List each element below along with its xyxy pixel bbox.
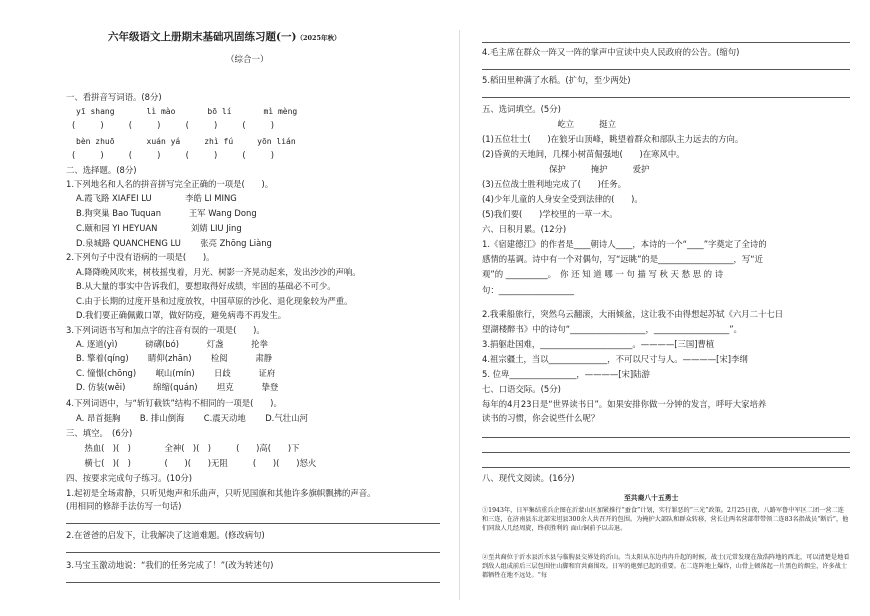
section-heading: 六、日积月累。(12分): [482, 224, 567, 234]
question-text: 1.下列地名和人名的拼音拼写完全正确的一项是( )。: [66, 179, 274, 189]
question-text: 1.起初是全场肃静，只听见炮声和乐曲声，只听见国旗和其他许多旗帜飘拂的声音。: [66, 488, 376, 498]
answer-line: [66, 582, 440, 583]
answer-line: [66, 523, 440, 524]
answer-line: [482, 467, 850, 468]
option-text: B.从大量的事实中告诉我们，要想取得好成绩，牢固的基础必不可少。: [76, 281, 336, 291]
question-text: (4)少年儿童的人身安全受到法律的( )。: [482, 194, 643, 204]
option-text: A. 昂首挺胸 B. 排山倒海 C.震天动地 D.气壮山河: [76, 413, 308, 423]
question-text: (1)五位壮士( )在狼牙山顶峰，眺望着群众和部队主力远去的方向。: [482, 134, 744, 144]
title-note: （2025年秋）: [296, 34, 341, 42]
question-text: (3)五位战士胜利地完成了( )任务。: [482, 179, 627, 189]
pinyin-row: yī shang lì mào bō lí mì mèng: [76, 107, 298, 116]
fill-row: 热血( )( ) 全神( )( ) ( )高( )下: [76, 443, 300, 453]
title-text: 六年级语文上册期末基础巩固练习题(一): [108, 31, 297, 43]
question-text: 1.《宿建德江》的作者是____朝诗人____，本诗的一个“____”字奠定了全诗的: [482, 239, 767, 249]
question-text: 读书的习惯，你会说些什么呢？: [482, 413, 600, 423]
option-text: D.我们要正确佩戴口罩，做好防疫，避免病毒不再发生。: [76, 310, 287, 320]
question-text: 2.我乘船旅行，突然乌云翻滚，大雨倾盆，这让我不由得想起苏轼《六月二十七日: [482, 309, 784, 319]
article-title: 至共裔八十五勇士: [624, 494, 679, 502]
question-text: 3.下列词语书写和加点字的注音有误的一项是( )。: [66, 325, 265, 335]
word-choices: 保护 掩护 爱护: [482, 164, 650, 174]
word-choices: 屹立 挺立: [482, 119, 616, 129]
option-text: B. 擎着(qíng) 睛仰(zhān) 检阅 肃静: [76, 353, 273, 363]
option-text: A.降降晚风吹来，树枝摇曳着，月光、树影一齐晃动起来，发出沙沙的声响。: [76, 267, 361, 277]
answer-line: [482, 97, 850, 98]
option-text: B.狗突巢 Bao Tuquan 王军 Wang Dong: [76, 208, 257, 218]
question-text: 感情的基调。诗中有一个对偶句，写“远眺”的是__________________，写“近: [482, 254, 764, 264]
option-text: A. 逐道(yì) 磅礴(bó) 灯盏 抡拳: [76, 339, 269, 349]
question-text: 3.捐躯赴国难，______________________。————[三国]曹植: [482, 339, 715, 349]
section-heading: 七、口语交际。(5分): [482, 384, 561, 394]
question-text: 2.在爸爸的启发下，让我解决了这道难题。(修改病句): [66, 530, 265, 540]
question-text: 5.稻田里种满了水稻。(扩句，至少两处): [482, 75, 631, 85]
answer-line: [66, 552, 440, 553]
question-text: 句：__________________: [482, 285, 575, 295]
question-text: 4.祖宗疆土，当以______________，不可以尺寸与人。————[宋]李纲: [482, 354, 748, 364]
answer-line: [482, 69, 850, 70]
question-text: (2)昏黄的天地间，几棵小树苗倔强地( )在寒风中。: [482, 149, 685, 159]
answer-line: [482, 42, 850, 43]
article-paragraph: ①1943年，日军集结重兵企图在沂蒙山区加紧推行“蚕食”计划，实行罪恶的“三光”政策。2月25日夜，八路军鲁中军区二团一营二连和三连，在济南县东北部宋坦县300余人共召开的包围。为掩护大部队和群众转移，营长让两名营部带带领二连83名指战员“断后”，他们同敌人几经周旋，终获胜利的 面山铜前予以击退。: [482, 507, 849, 532]
question-text: (用相同的修辞手法仿写一句话): [66, 501, 182, 511]
section-heading: 八、现代文阅读。(16分): [482, 473, 575, 483]
option-text: D. 仿装(wěi) 绵缩(quán) 坦克 挚登: [76, 382, 279, 392]
answer-line: [482, 437, 850, 438]
option-text: C.颐和园 YI HEYUAN 刘婧 LIU Jing: [76, 223, 242, 233]
question-text: 4.毛主席在群众一阵又一阵的掌声中宣读中央人民政府的公告。(缩句): [482, 47, 740, 57]
question-text: 2.下列句子中没有语病的一项是( )。: [66, 252, 215, 262]
question-text: 3.马宝玉激动地说：“我们的任务完成了！”(改为转述句): [66, 560, 274, 570]
section-heading: 四、按要求完成句子练习。(10分): [66, 473, 193, 483]
option-text: C. 憧憬(chōng) 岷山(mín) 日歧 证府: [76, 368, 276, 378]
option-text: C.由于长期的过度开垦和过度放牧，中国草原的沙化、退化现象较为严重。: [76, 296, 353, 306]
question-text: 每年的4月23日是“世界读书日”。如果安排你做一分钟的发言，呼吁大家培养: [482, 399, 767, 409]
question-text: 望湖楼醉书》中的诗句“__________________，__________________”。: [482, 324, 742, 334]
section-heading: 二、选择题。(8分): [66, 165, 137, 175]
option-text: A.霞飞路 XIAFEI LU 李皓 LI MING: [76, 193, 237, 203]
page-subtitle: （综合一）: [226, 55, 269, 65]
answer-line: [482, 452, 850, 453]
question-text: 4.下列词语中，与“斩钉截铁”结构不相同的一项是( )。: [66, 398, 282, 408]
question-text: 5. 位卑________________，————[宋]陆游: [482, 369, 650, 379]
section-heading: 五、选词填空。(5分): [482, 104, 561, 114]
column-divider: [459, 30, 460, 600]
pinyin-row: bèn zhuō xuán yá zhì fú yōn lián: [76, 137, 296, 146]
section-heading: 三、填空。 (6分): [66, 428, 133, 438]
answer-brackets: ( ) ( ) ( ) ( ): [72, 150, 275, 160]
question-text: 观”的 __________。 你 还 知 道 哪 一 句 描 写 秋 天 愁 思 的 诗: [482, 269, 724, 279]
option-text: D.泉城路 QUANCHENG LU 张亮 Zhōng Liàng: [76, 238, 272, 248]
question-text: (5)我们要( )学校里的一草一木。: [482, 209, 618, 219]
section-heading: 一、看拼音写词语。(8分): [66, 92, 162, 102]
fill-row: 横七( )( ) ( )( )无阻 ( )( )怒火: [76, 458, 317, 468]
answer-brackets: ( ) ( ) ( ) ( ): [72, 120, 275, 130]
article-paragraph: ②至共裔位于沂水县沂水县与临朐县交界处的沂山。当太阳从东边冉冉升起的时候，战士(元常发现在敌浩阵地的西北，可以清楚是地看到敌人组成前后三层包围住山脚和宫共裔围攻。日军的炮弹已起的重要。在二连阵地上爆炸，山骨上顿落起一片黑色的烟尘，许多战士都牺牲在地不远处。“每: [482, 554, 850, 579]
page-title: [108, 32, 341, 44]
